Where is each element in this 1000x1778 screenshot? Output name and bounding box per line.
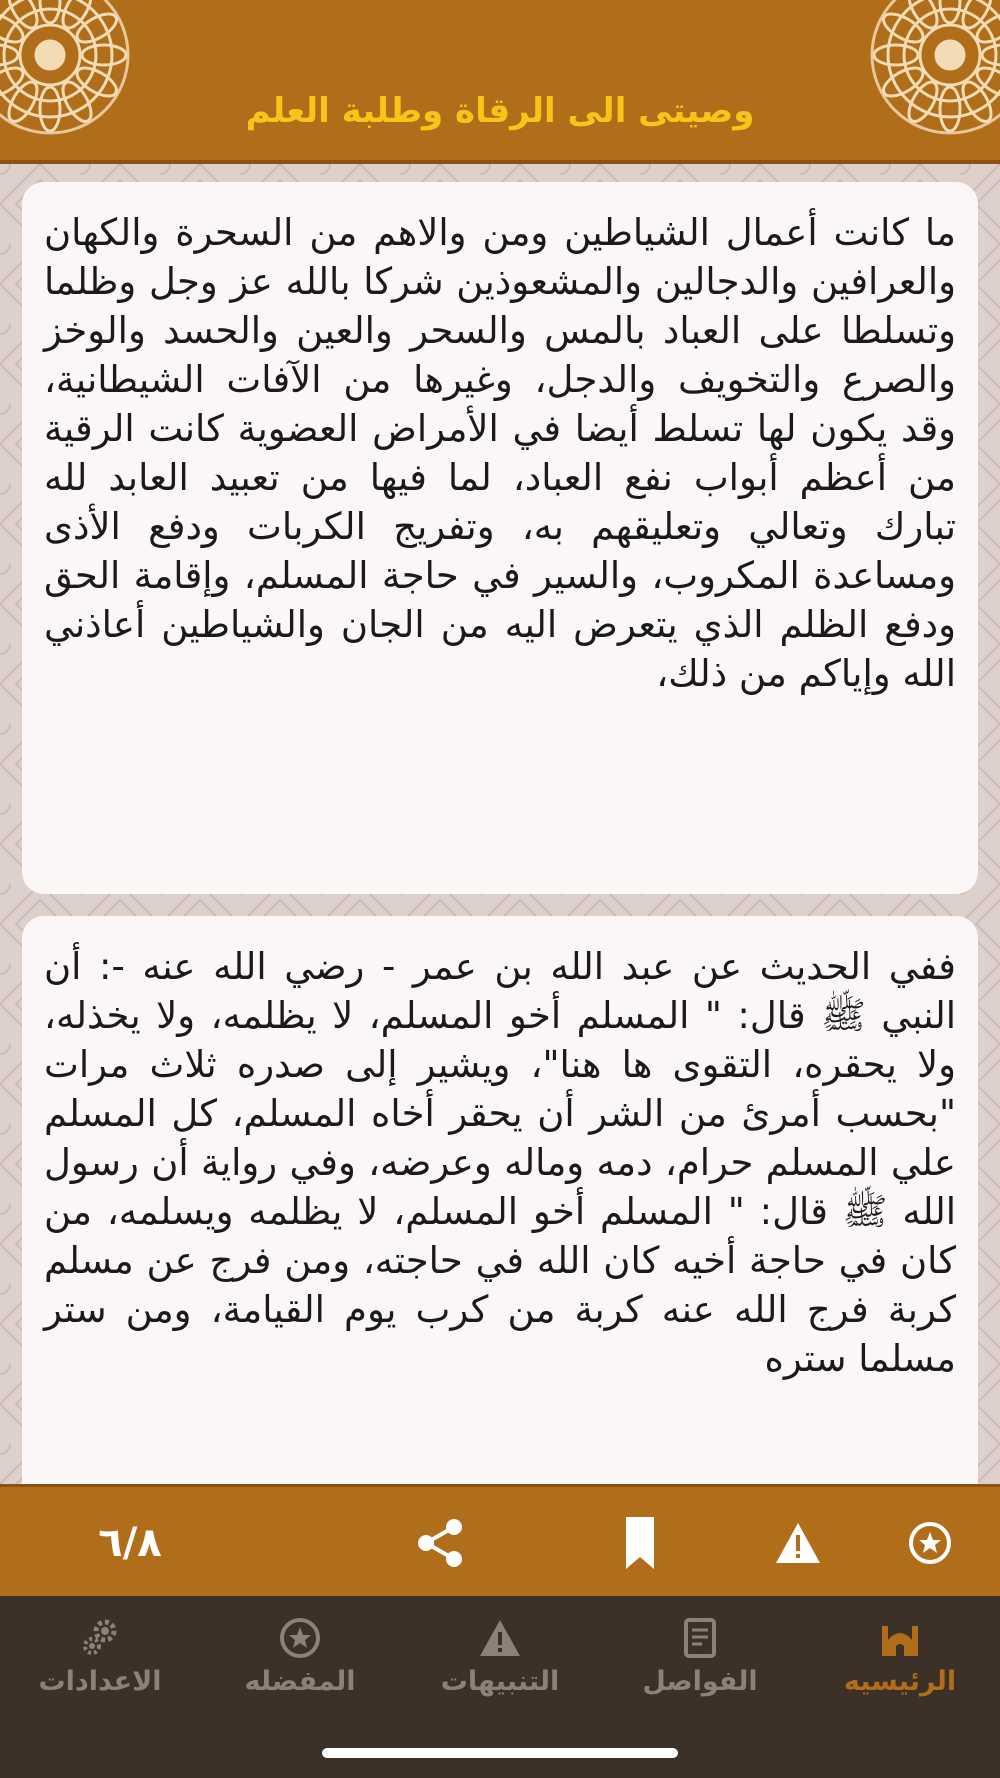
bookmark-button[interactable] (590, 1487, 690, 1599)
share-icon (412, 1515, 468, 1571)
mosque-icon (878, 1616, 922, 1660)
report-button[interactable] (748, 1487, 848, 1599)
nav-label: الرئيسيه (843, 1666, 957, 1697)
nav-item-bookmarks[interactable] (600, 1616, 800, 1726)
card-paragraph: ما كانت أعمال الشياطين ومن والاهم من السحرة والكهان والعرافين والدجالين والمشعوذين شركا بالله عز وجل وظلما وتسلطا على العباد بالمس والسحر والعين والحسد والوخز والصرع والتخويف والدجل، وغيرها من الآفات الشيطانية، وقد يكون لها تسلط أيضا في الأمراض العضوية كانت الرقية من أعظم أبواب نفع العباد، لما فيها من تعبيد العابد لله تبارك وتعالي وتعليقهم به، وتفريج الكربات ودفع الأذى ومساعدة المكروب، والسير في حاجة المسلم، وإقامة الحق ودفع الظلم الذي يتعرض اليه من الجان والشياطين أعاذني الله وإياكم من ذلك، (44, 211, 956, 695)
nav-label: الاعدادات (38, 1666, 162, 1697)
nav-item-settings[interactable] (0, 1616, 200, 1726)
nav-label: التنبيهات (440, 1666, 560, 1697)
document-icon (678, 1616, 722, 1660)
favorite-button[interactable] (880, 1487, 980, 1599)
gears-icon (78, 1616, 122, 1660)
nav-label: المفضله (244, 1666, 356, 1697)
bookmark-icon (620, 1515, 660, 1571)
page-indicator: ٦/٨ (98, 1520, 162, 1566)
text-card (22, 916, 978, 1484)
share-button[interactable] (390, 1487, 490, 1599)
star-circle-icon (278, 1616, 322, 1660)
card-paragraph: ففي الحديث عن عبد الله بن عمر - رضي الله عنه -: أن النبي ﷺ قال: " المسلم أخو المسلم، لا يظلمه، ولا يخذله، ولا يحقره، التقوى ها هنا"، ويشير إلى صدره ثلاث مرات "بحسب أمرئ من الشر أن يحقر أخاه المسلم، كل المسلم علي المسلم حرام، دمه وماله وعرضه، وفي رواية أن رسول الله ﷺ قال: " المسلم أخو المسلم، لا يظلمه ويسلمه، من كان في حاجة أخيه كان الله في حاجته، ومن فرج عن مسلم كربة فرج الله عنه كربة من كرب يوم القيامة، ومن ستر مسلما ستره (44, 945, 956, 1380)
warning-icon (774, 1521, 822, 1565)
page-title: وصيتى الى الرقاة وطلبة العلم (245, 91, 755, 131)
reader-action-bar (0, 1484, 1000, 1599)
nav-item-alerts[interactable] (400, 1616, 600, 1726)
star-circle-icon (907, 1520, 953, 1566)
text-card (22, 182, 978, 894)
app-header (0, 0, 1000, 164)
content-scroll-area[interactable] (0, 164, 1000, 1484)
nav-item-home[interactable] (800, 1616, 1000, 1726)
nav-label: الفواصل (642, 1666, 758, 1697)
nav-item-favorites[interactable] (200, 1616, 400, 1726)
home-indicator[interactable] (322, 1748, 678, 1758)
warning-icon (478, 1616, 522, 1660)
